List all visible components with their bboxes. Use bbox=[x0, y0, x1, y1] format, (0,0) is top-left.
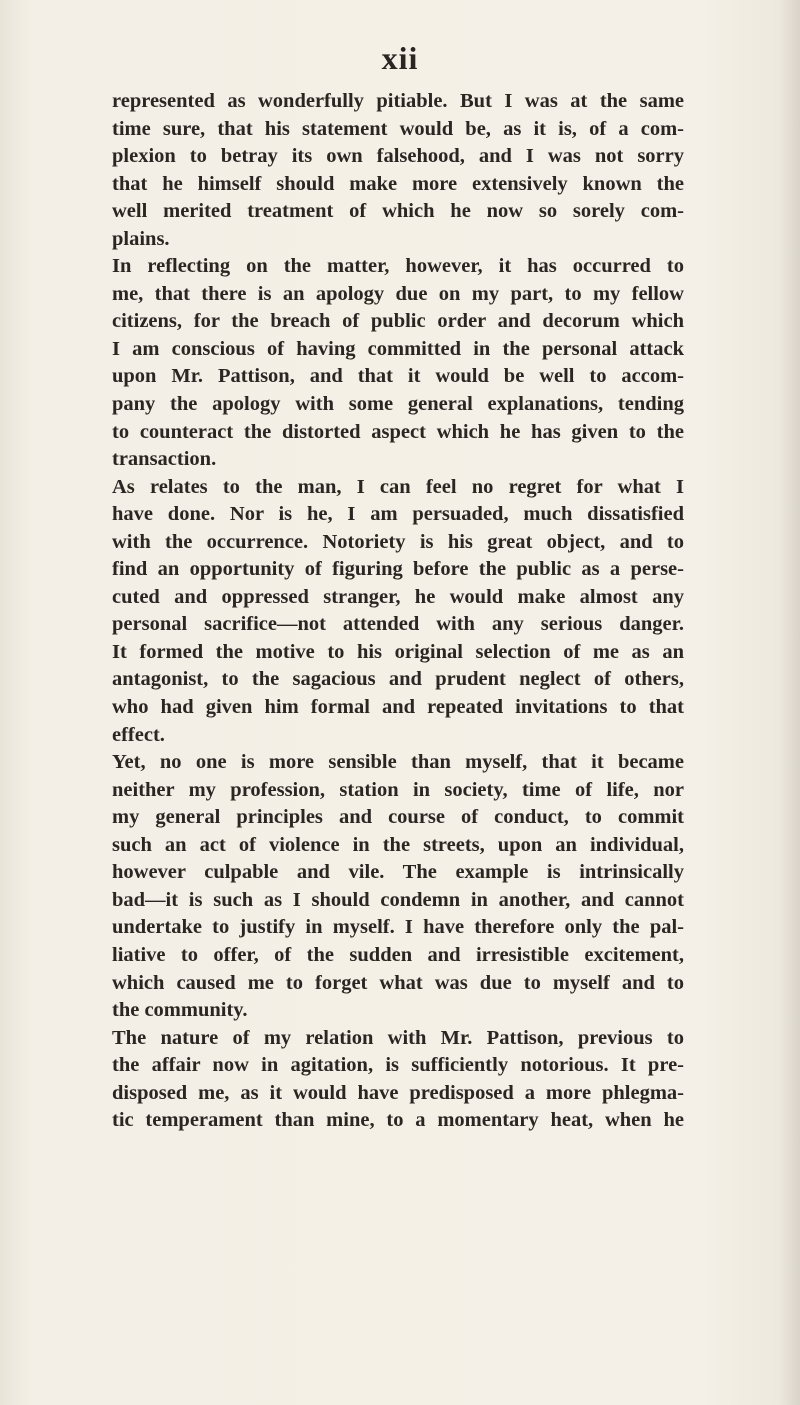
text-line: In reflecting on the matter, however, it has occurred to bbox=[112, 255, 684, 278]
text-line: antagonist, to the sagacious and prudent neglect of others, bbox=[112, 668, 684, 691]
page-number: xii bbox=[381, 40, 419, 76]
text-line: time sure, that his statement would be, as it is, of a com- bbox=[112, 117, 684, 140]
body-text bbox=[112, 88, 684, 1135]
text-line: that he himself should make more extensively known the bbox=[112, 172, 684, 195]
text-line: transaction. bbox=[112, 448, 217, 471]
text-line: Yet, no one is more sensible than myself, that it became bbox=[112, 751, 684, 774]
text-line: I am conscious of having committed in the personal attack bbox=[112, 337, 684, 360]
page-edge-shadow bbox=[778, 0, 800, 1405]
text-line: me, that there is an apology due on my part, to my fellow bbox=[112, 282, 684, 305]
text-line: tic temperament than mine, to a momentary heat, when he bbox=[112, 1109, 684, 1132]
text-line: The nature of my relation with Mr. Pattison, previous to bbox=[112, 1026, 684, 1049]
text-line: citizens, for the breach of public order and decorum which bbox=[112, 310, 684, 333]
text-line: such an act of violence in the streets, upon an individual, bbox=[112, 833, 684, 856]
text-line: well merited treatment of which he now so sorely com- bbox=[112, 200, 684, 223]
text-line: the community. bbox=[112, 999, 248, 1022]
text-line: with the occurrence. Notoriety is his great object, and to bbox=[112, 530, 684, 553]
text-line: plains. bbox=[112, 227, 170, 250]
text-line: undertake to justify in myself. I have therefore only the pal- bbox=[112, 916, 684, 939]
text-line: my general principles and course of conduct, to commit bbox=[112, 806, 684, 829]
text-line: represented as wonderfully pitiable. But I was at the same bbox=[112, 90, 684, 112]
text-line: find an opportunity of figuring before the public as a perse- bbox=[112, 558, 684, 581]
text-line: upon Mr. Pattison, and that it would be well to accom- bbox=[112, 365, 684, 388]
text-line: neither my profession, station in society, time of life, nor bbox=[112, 778, 684, 801]
text-line: cuted and oppressed stranger, he would make almost any bbox=[112, 585, 684, 608]
text-line: effect. bbox=[112, 723, 165, 746]
text-line: the affair now in agitation, is sufficiently notorious. It pre- bbox=[112, 1054, 684, 1077]
text-line: liative to offer, of the sudden and irresistible excitement, bbox=[112, 943, 684, 966]
text-line: bad—it is such as I should condemn in another, and cannot bbox=[112, 888, 684, 911]
text-line: to counteract the distorted aspect which he has given to the bbox=[112, 420, 684, 443]
text-line: pany the apology with some general explanations, tending bbox=[112, 393, 684, 416]
text-line: personal sacrifice—not attended with any serious danger. bbox=[112, 613, 684, 636]
text-line: however culpable and vile. The example is intrinsically bbox=[112, 861, 684, 884]
text-line: As relates to the man, I can feel no regret for what I bbox=[112, 475, 684, 498]
text-line: have done. Nor is he, I am persuaded, much dissatisfied bbox=[112, 503, 684, 526]
text-line: It formed the motive to his original selection of me as an bbox=[112, 640, 684, 663]
text-line: plexion to betray its own falsehood, and I was not sorry bbox=[112, 145, 684, 168]
text-line: disposed me, as it would have predisposed a more phlegma- bbox=[112, 1081, 684, 1104]
text-line: which caused me to forget what was due to myself and to bbox=[112, 971, 684, 994]
text-line: who had given him formal and repeated invitations to that bbox=[112, 696, 684, 719]
